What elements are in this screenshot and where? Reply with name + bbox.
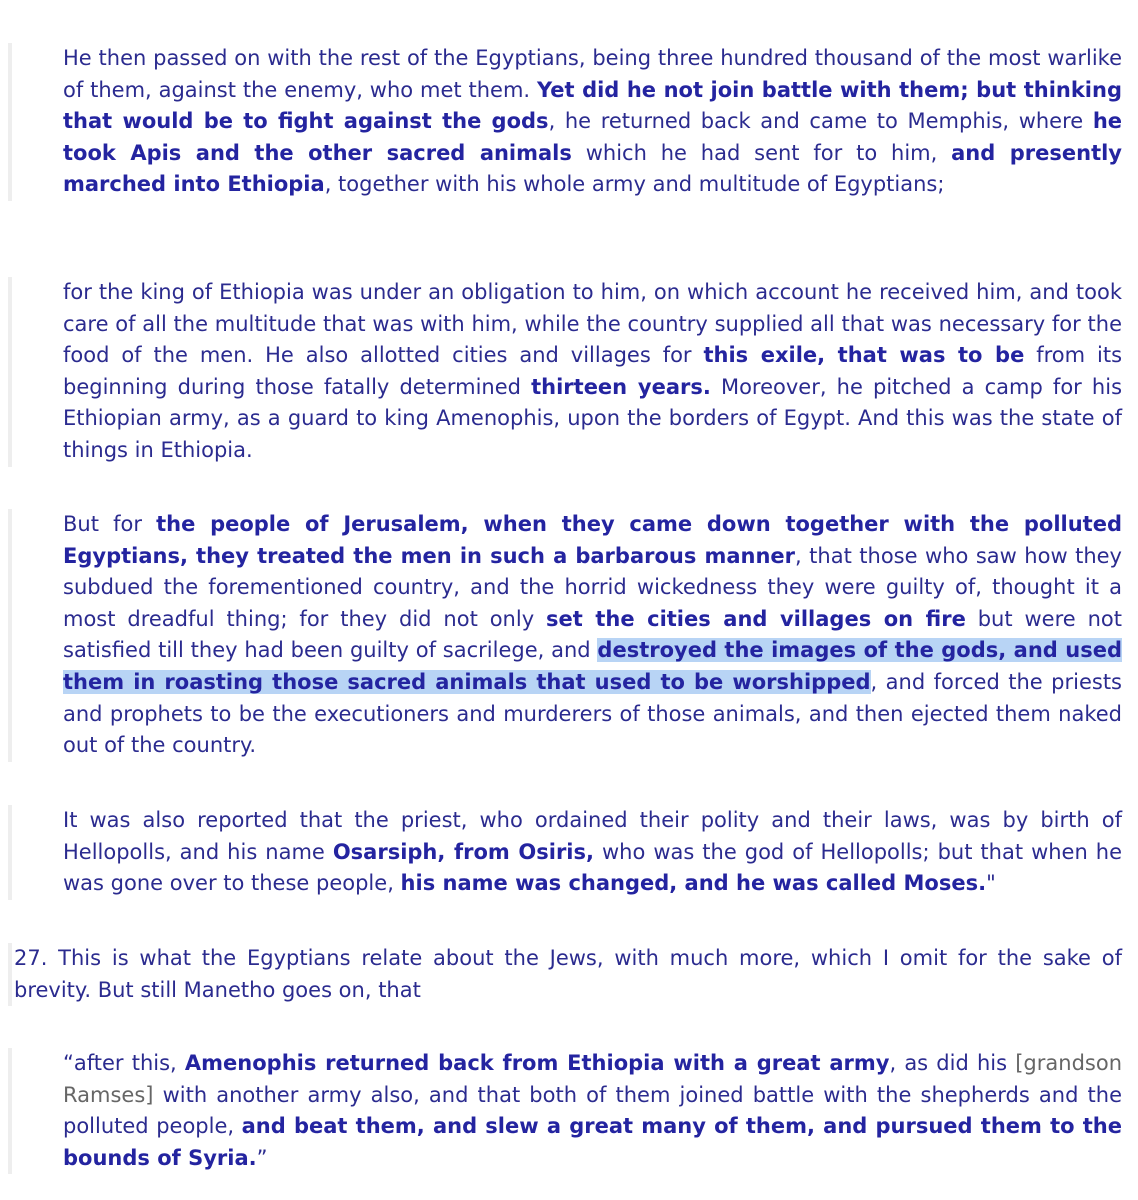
- paragraph-2: [12, 277, 1122, 467]
- blockquote-5: [8, 1048, 1122, 1174]
- bold-run: Osarsiph, from Osiris,: [332, 839, 594, 864]
- text-run: He then passed on with the rest of the Egyptians, being three hundred thousand of the most warlike of them, against the enemy, who met them.: [63, 46, 1122, 102]
- text-run: , together with his whole army and multitude of Egyptians;: [324, 172, 945, 197]
- paragraph-4: [12, 805, 1122, 900]
- text-run: “after this,: [63, 1051, 185, 1075]
- paragraph-6: [12, 1048, 1122, 1174]
- text-run: from its beginning during those fatally determined: [63, 343, 1123, 399]
- blockquote-4: [8, 805, 1122, 900]
- blockquote-2: [8, 277, 1122, 467]
- text-run: , and forced the priests and prophets to be the executioners and murderers of those animals, and then ejected them naked out of the country.: [63, 669, 1122, 758]
- bold-run: thirteen years.: [531, 374, 711, 399]
- paragraph-1: [12, 43, 1122, 201]
- bold-run: and presently marched into Ethiopia: [63, 140, 1122, 197]
- text-run: with another army also, and that both of them joined battle with the shepherds and the polluted people,: [63, 1082, 1122, 1139]
- text-run: for the king of Ethiopia was under an obligation to him, on which account he received him, and took care of all the multitude that was with him, while the country supplied all that was necessary for the food of the men. He also allotted cities and villages for: [63, 280, 1122, 368]
- text-run: which he had sent for to him,: [571, 140, 952, 165]
- text-run: , he returned back and came to Memphis, where: [548, 109, 1093, 134]
- bold-run: Amenophis returned back from Ethiopia with a great army: [184, 1051, 890, 1075]
- selected-text[interactable]: destroyed the images of the gods, and used them in roasting those sacred animals that used to be worshipped: [63, 638, 1122, 694]
- bold-run: set the cities and villages on fire: [546, 606, 966, 631]
- text-run: , as did his: [889, 1051, 1016, 1075]
- text-run: ": [986, 871, 996, 896]
- paragraph-3: [12, 509, 1122, 762]
- text-run: Moreover, he pitched a camp for his Ethiopian army, as a guard to king Amenophis, upon the borders of Egypt. And this was the state of things in Ethiopia.: [63, 374, 1123, 462]
- bold-run: Yet did he not join battle with them; but thinking that would be to fight against the gods: [63, 77, 1122, 134]
- section-27: [8, 943, 1122, 1006]
- editorial-insertion: [grandson Ramses]: [63, 1051, 1122, 1107]
- bold-run: and beat them, and slew a great many of them, and pursued them to the bounds of Syria.: [63, 1114, 1122, 1170]
- text-run: who was the god of Hellopolls; but that when he was gone over to these people,: [63, 839, 1123, 896]
- text-run: It was also reported that the priest, who ordained their polity and their laws, was by birth of Hellopolls, and his name: [63, 808, 1122, 864]
- bold-run: this exile, that was to be: [703, 343, 1025, 368]
- text-run: but were not satisfied till they had been guilty of sacrilege, and: [63, 606, 1122, 663]
- blockquote-1: [8, 43, 1122, 201]
- bold-run: the people of Jerusalem, when they came down together with the polluted Egyptians, they treated the men in such a barbarous manner: [63, 512, 1122, 568]
- text-run: , that those who saw how they subdued the forementioned country, and the horrid wickedness they were guilty of, thought it a most dreadful thing; for they did not only: [63, 543, 1122, 631]
- text-run: ”: [256, 1145, 268, 1170]
- text-run: But for: [63, 512, 157, 536]
- bold-run: he took Apis and the other sacred animals: [63, 109, 1123, 165]
- blockquote-3: [8, 509, 1122, 762]
- text-run: 27. This is what the Egyptians relate about the Jews, with much more, which I omit for the sake of brevity. But still Manetho goes on, that: [14, 946, 1122, 1002]
- paragraph-5: [12, 943, 1122, 1006]
- bold-run: his name was changed, and he was called Moses.: [400, 871, 987, 896]
